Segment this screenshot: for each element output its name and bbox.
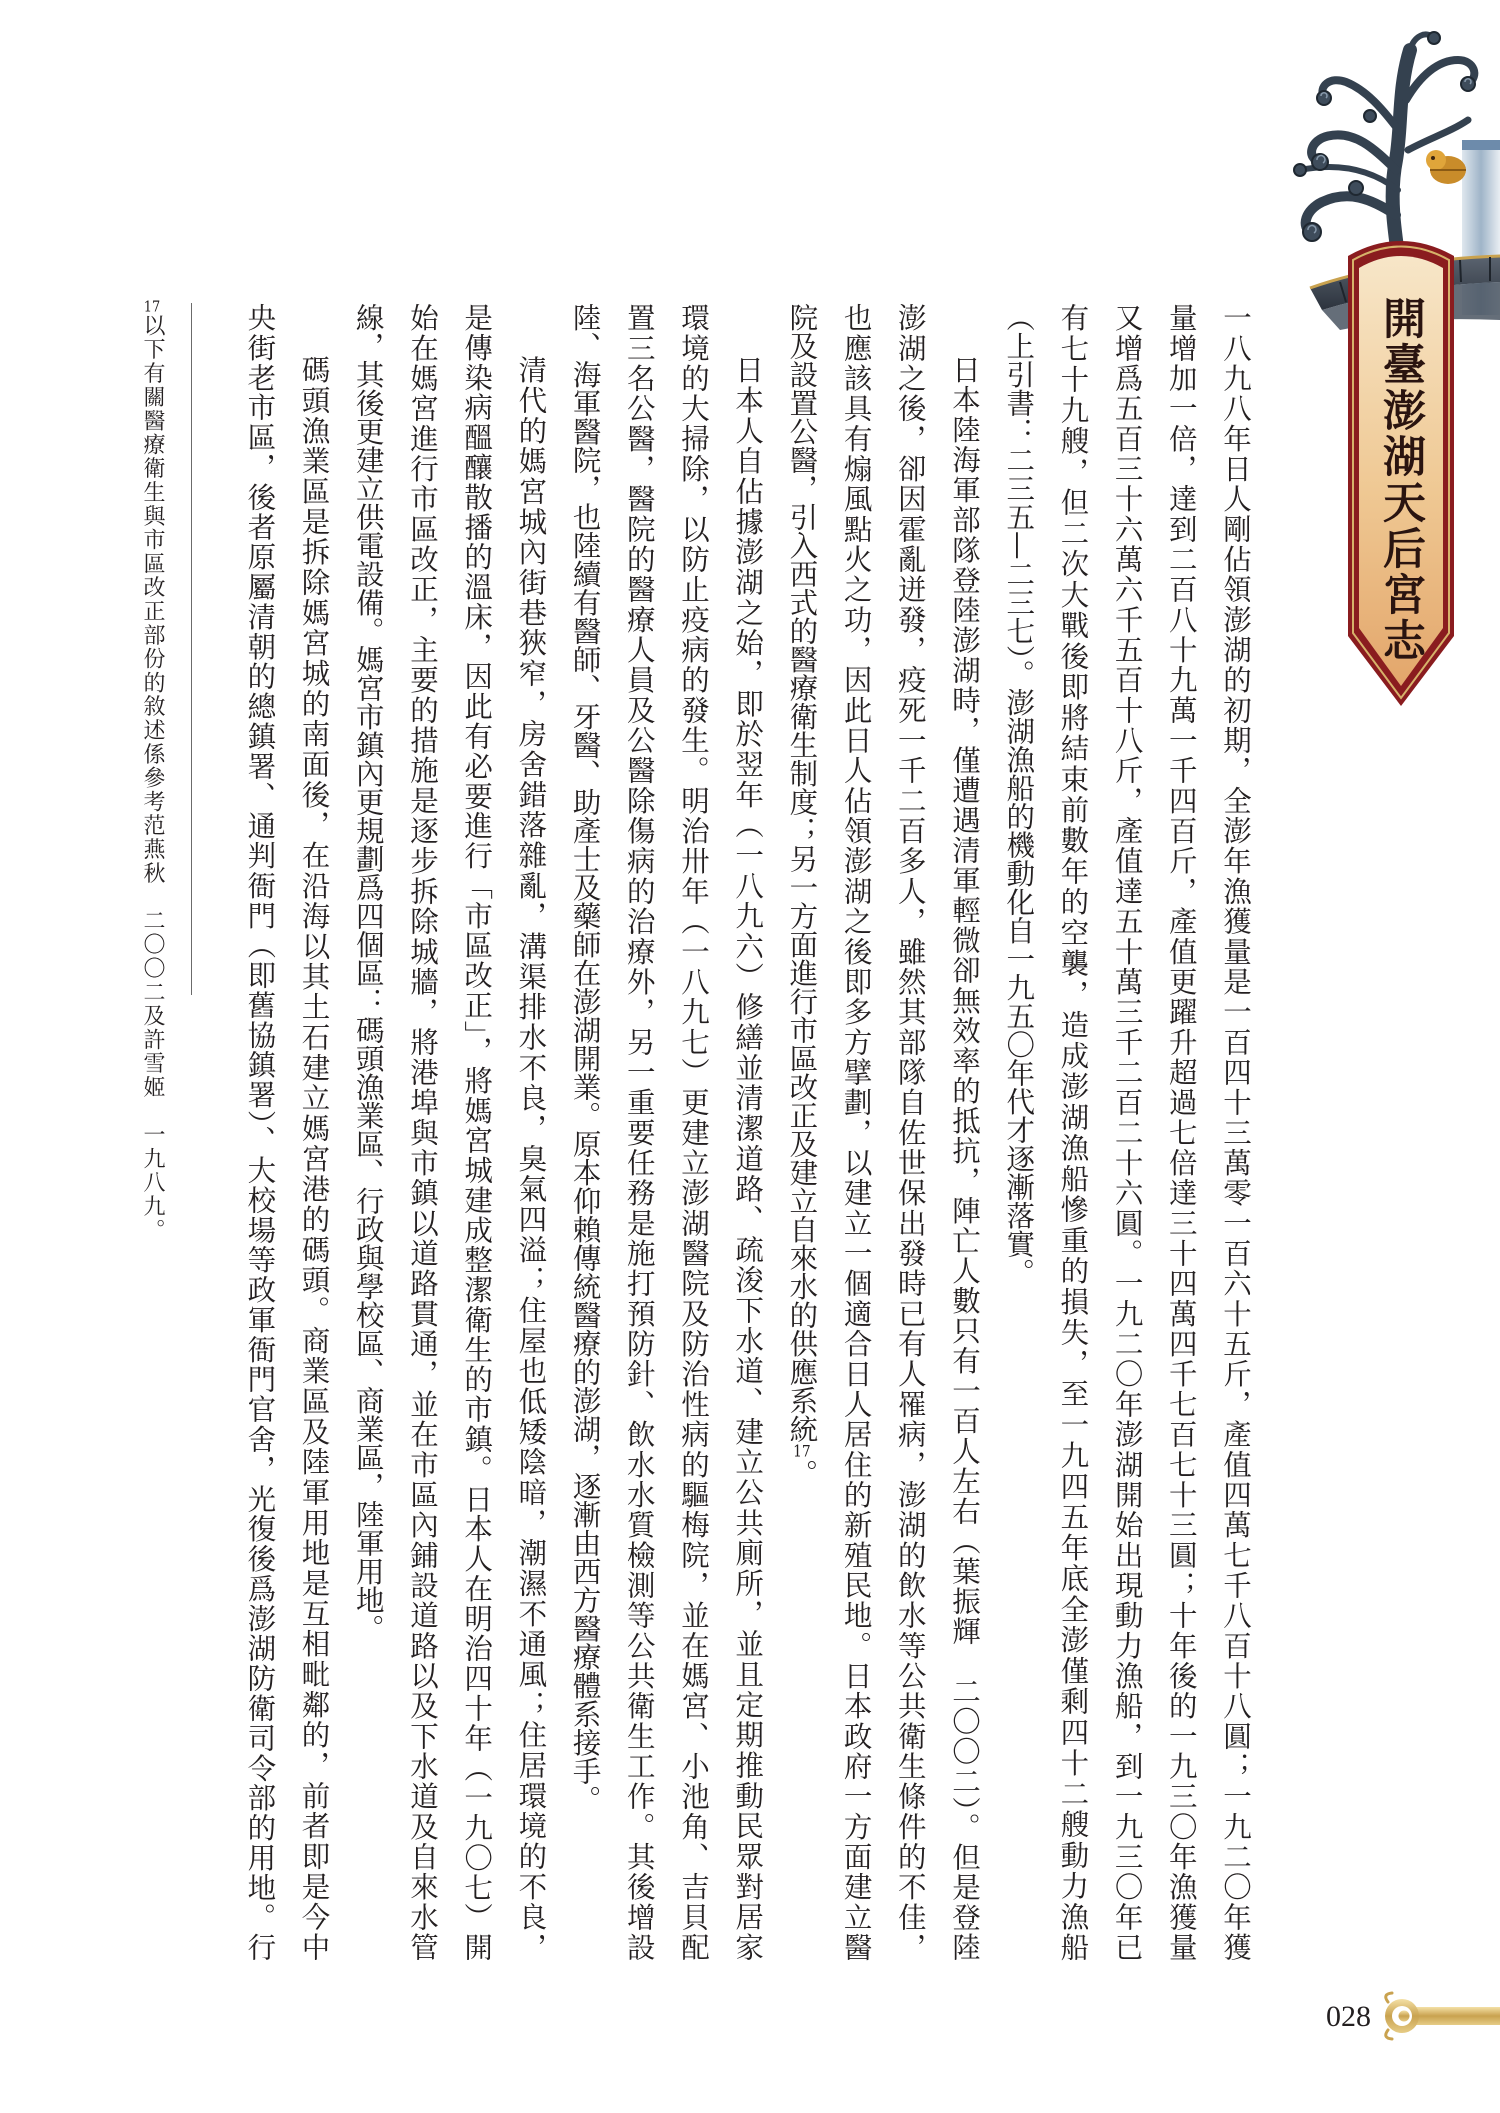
paragraph [232,303,340,1961]
footnote-reference-mark: 17 [793,1443,811,1459]
text-column-content: 院及設置公醫，引入西式的醫療衛生制度；另一方面進行市區改正及建立自來水的供應系統 [785,303,819,1443]
footnote-divider-line [191,303,192,995]
text-column: 陸、海軍醫院，也陸續有醫師、牙醫、助產士及藥師在澎湖開業。原本仰賴傳統醫療的澎湖，逐漸由西方醫療體系接手。 [568,303,602,1814]
text-column: 始在媽宮進行市區改正，主要的措施是逐步拆除城牆，將港埠與市鎮以道路貫通，並在市區內鋪設道路以及下水道及自來水管 [405,303,439,1961]
book-title: 開臺澎湖天后宮志 [1376,296,1426,664]
text-column: 有七十九艘，但二次大戰後即將結束前數年的空襲，造成澎湖漁船慘重的損失，至一九四五年底全澎僅剩四十二艘動力漁船 [1056,303,1090,1961]
paragraph [557,303,774,1961]
golden-lion-figure [1426,150,1466,184]
text-column: 是傳染病醞釀散播的溫床，因此有必要進行「市區改正」，將媽宮城建成整潔衛生的市鎮。日本人在明治四十年（一九〇七）開 [460,303,494,1961]
text-column: 碼頭漁業區是拆除媽宮城的南面後，在沿海以其土石建立媽宮港的碼頭。商業區及陸軍用地是互相毗鄰的，前者即是今中 [297,355,331,1961]
main-text [232,303,1262,1961]
paragraph [774,303,991,1961]
text-column: 澎湖之後，卻因霍亂迸發，疫死一千二百多人，雖然其部隊自佐世保出發時已有人罹病，澎湖的飲水等公共衛生條件的不佳， [893,303,927,1961]
text-column: 日本陸海軍部隊登陸澎湖時，僅遭遇清軍輕微卻無效率的抵抗，陣亡人數只有一百人左右（葉振輝 二〇〇二）。但是登陸 [947,355,981,1961]
text-column: 也應該具有煽風點火之功，因此日人佔領澎湖之後即多方擘劃，以建立一個適合日人居住的新殖民地。日本政府一方面建立醫 [839,303,873,1961]
footnote-text: 以下有關醫療衛生與市區改正部份的敘述係參考范燕秋 二〇〇二及許雪姬 一九八九。 [140,314,165,1243]
text-column: （上引書：二三五—二三七）。澎湖漁船的機動化自一九五〇年代才逐漸落實。 [1002,303,1036,1287]
text-column: 又增爲五百三十六萬六千五百十八斤，產值達五十萬三千二百二十六圓。一九二〇年澎湖開始出現動力漁船，到一九三〇年已 [1110,303,1144,1961]
footnote [124,299,180,1299]
text-column: 量增加一倍，達到二百八十九萬一千四百斤，產值更躍升超過七倍達三十四萬四千七百七十三圓；十年後的一九三〇年漁獲量 [1164,303,1198,1961]
text-column: 環境的大掃除，以防止疫病的發生。明治卅年（一八九七）更建立澎湖醫院及防治性病的驅梅院，並在媽宮、小池角、吉貝配 [676,303,710,1961]
text-column: 置三名公醫，醫院的醫療人員及公醫除傷病的治療外，另一重要任務是施打預防針、飲水水質檢測等公共衛生工作。其後增設 [622,303,656,1961]
sentence-end-mark: 。 [785,1459,819,1488]
text-column: 清代的媽宮城內街巷狹窄，房舍錯落雜亂，溝渠排水不良，臭氣四溢；住屋也低矮陰暗，潮濕不通風；住居環境的不良， [514,355,548,1961]
text-column: 線，其後更建立供電設備。媽宮市鎮內更規劃爲四個區：碼頭漁業區、行政與學校區、商業區，陸軍用地。 [351,303,385,1643]
book-title-banner [1344,226,1458,710]
page-number: 028 [1326,2000,1371,2033]
footnote-number: 17 [143,299,161,314]
paragraph [341,303,558,1961]
gold-scroll-ornament-icon [1378,1990,1500,2042]
paragraph [991,303,1262,1961]
text-column: 央街老市區，後者原屬清朝的總鎮署、通判衙門（即舊協鎮署）、大校場等政軍衙門官舍，光復後爲澎湖防衛司令部的用地。行 [243,303,277,1961]
text-column: 日本人自佔據澎湖之始，即於翌年（一八九六）修繕並清潔道路、疏浚下水道、建立公共廁所，並且定期推動民眾對居家 [731,355,765,1961]
text-column: 一八九八年日人剛佔領澎湖的初期，全澎年漁獲量是一百四十三萬零一百六十五斤，產值四萬七千八百十八圓；一九二〇年獲 [1219,303,1252,1961]
text-column [774,303,828,1961]
